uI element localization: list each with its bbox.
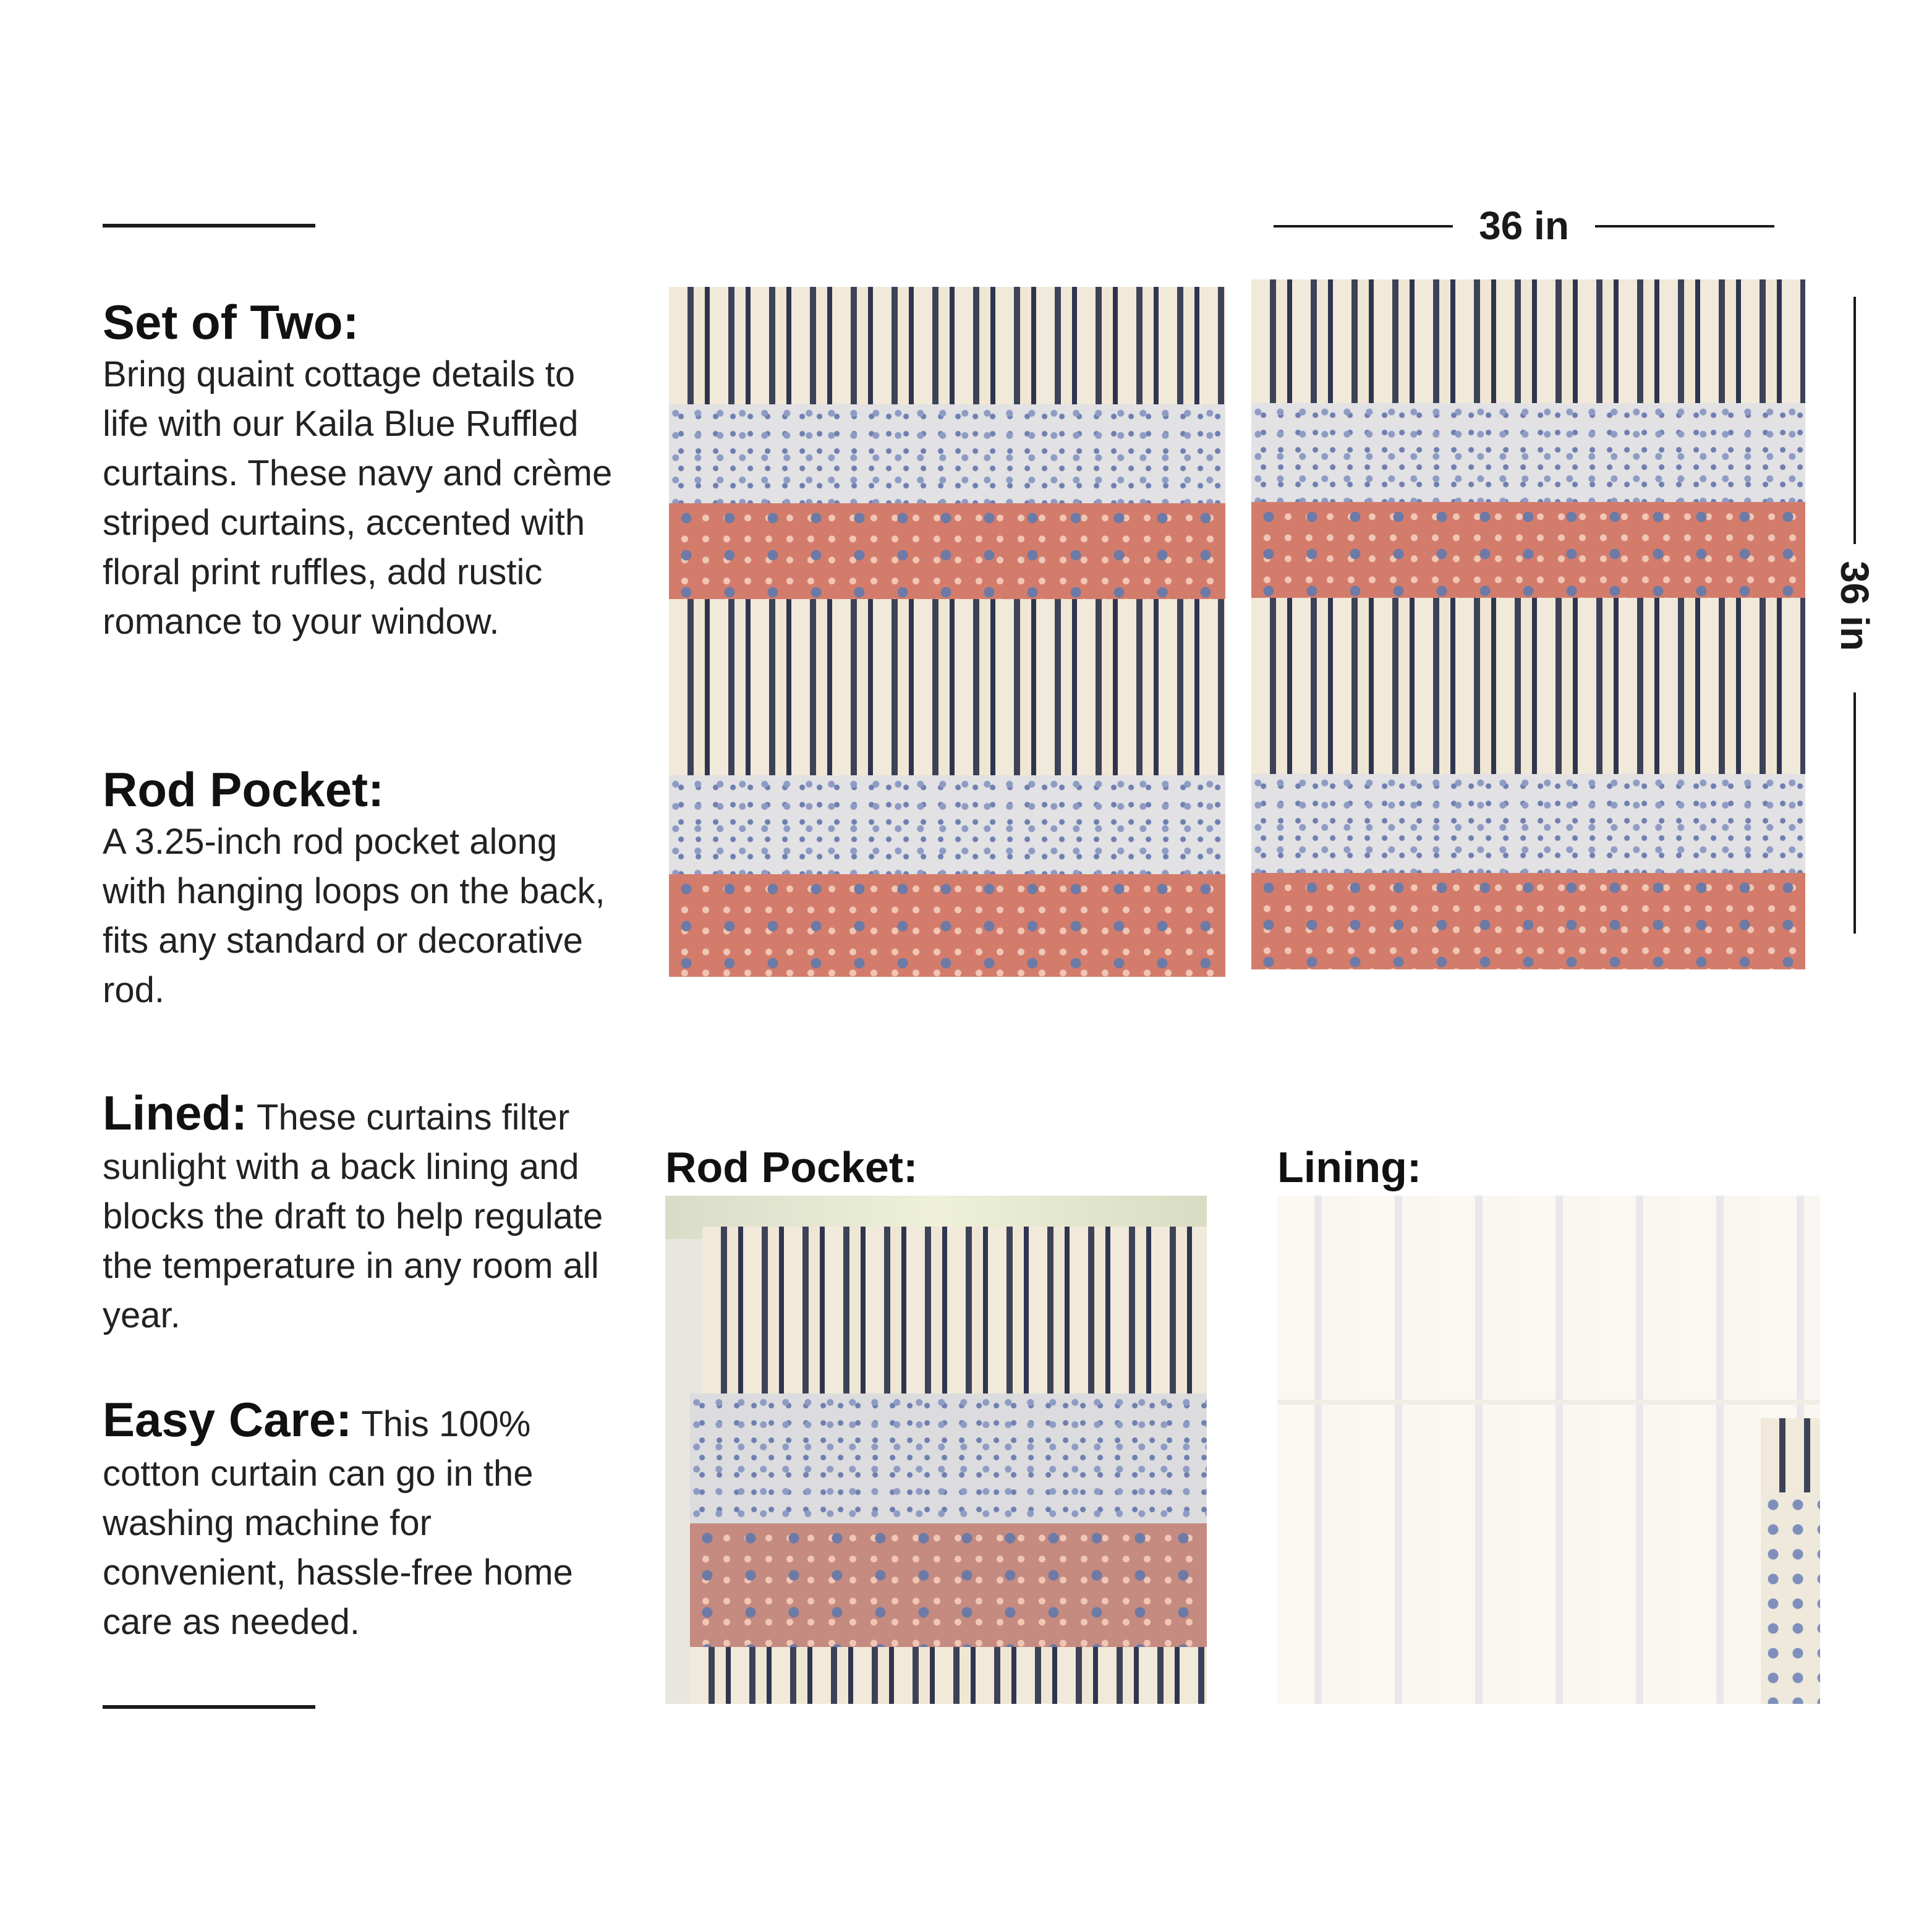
rod-pocket-detail-photo (665, 1196, 1207, 1704)
striped-band (1251, 598, 1805, 783)
lining-detail-photo (1277, 1196, 1820, 1704)
coral-floral-ruffle (669, 874, 1225, 977)
feature-text: Bring quaint cottage details to life with our Kaila Blue Ruffled curtains. These navy and crème striped curtains, accented with floral print ruffles, add rustic romance to your window. (103, 354, 613, 642)
striped-band (669, 599, 1225, 785)
lining-seam (1277, 1400, 1820, 1405)
feature-heading: Rod Pocket: (103, 762, 385, 817)
feature-heading: Set of Two: (103, 295, 359, 349)
rod-pocket-label: Rod Pocket: (665, 1143, 918, 1191)
blue-floral-ruffle (690, 1394, 1207, 1542)
blue-floral-ruffle (669, 404, 1225, 509)
dimension-line (1274, 225, 1453, 228)
blue-floral-ruffle (1251, 403, 1805, 508)
feature-heading: Easy Care: (103, 1392, 352, 1447)
curtain-panel-right (1251, 279, 1805, 969)
dimension-line (1595, 225, 1774, 228)
blue-floral-ruffle (669, 775, 1225, 880)
striped-band (669, 287, 1225, 411)
curtain-panel-left (669, 287, 1225, 977)
striped-band (702, 1227, 1207, 1412)
dimension-line (1853, 692, 1856, 934)
width-dimension (1274, 204, 1774, 247)
feature-text: These curtains filter sunlight with a back lining and blocks the draft to help regulate the temperature in any room all year. (103, 1097, 603, 1335)
lining-label: Lining: (1277, 1143, 1422, 1191)
feature-rod-pocket (103, 762, 616, 1015)
height-label: 36 in (1832, 561, 1877, 651)
feature-lined (103, 1088, 616, 1340)
dimension-line (1853, 297, 1856, 544)
coral-floral-ruffle (669, 503, 1225, 608)
striped-band (1251, 279, 1805, 409)
feature-easy-care (103, 1392, 616, 1647)
feature-set-of-two (103, 294, 616, 647)
coral-floral-ruffle (1251, 502, 1805, 607)
blue-floral-ruffle (1251, 774, 1805, 879)
coral-floral-ruffle (690, 1523, 1207, 1659)
front-fabric-stripe (1761, 1418, 1820, 1492)
striped-band (690, 1647, 1207, 1704)
feature-text: This 100% cotton curtain can go in the washing machine for convenient, hassle-free home care as needed. (103, 1404, 573, 1642)
feature-heading: Lined: (103, 1086, 247, 1140)
height-dimension (1830, 297, 1879, 934)
width-label: 36 in (1479, 203, 1569, 248)
feature-text: A 3.25-inch rod pocket along with hanging loops on the back, fits any standard or decorative rod. (103, 822, 605, 1010)
top-divider (103, 224, 315, 228)
bottom-divider (103, 1705, 315, 1709)
coral-floral-ruffle (1251, 873, 1805, 969)
